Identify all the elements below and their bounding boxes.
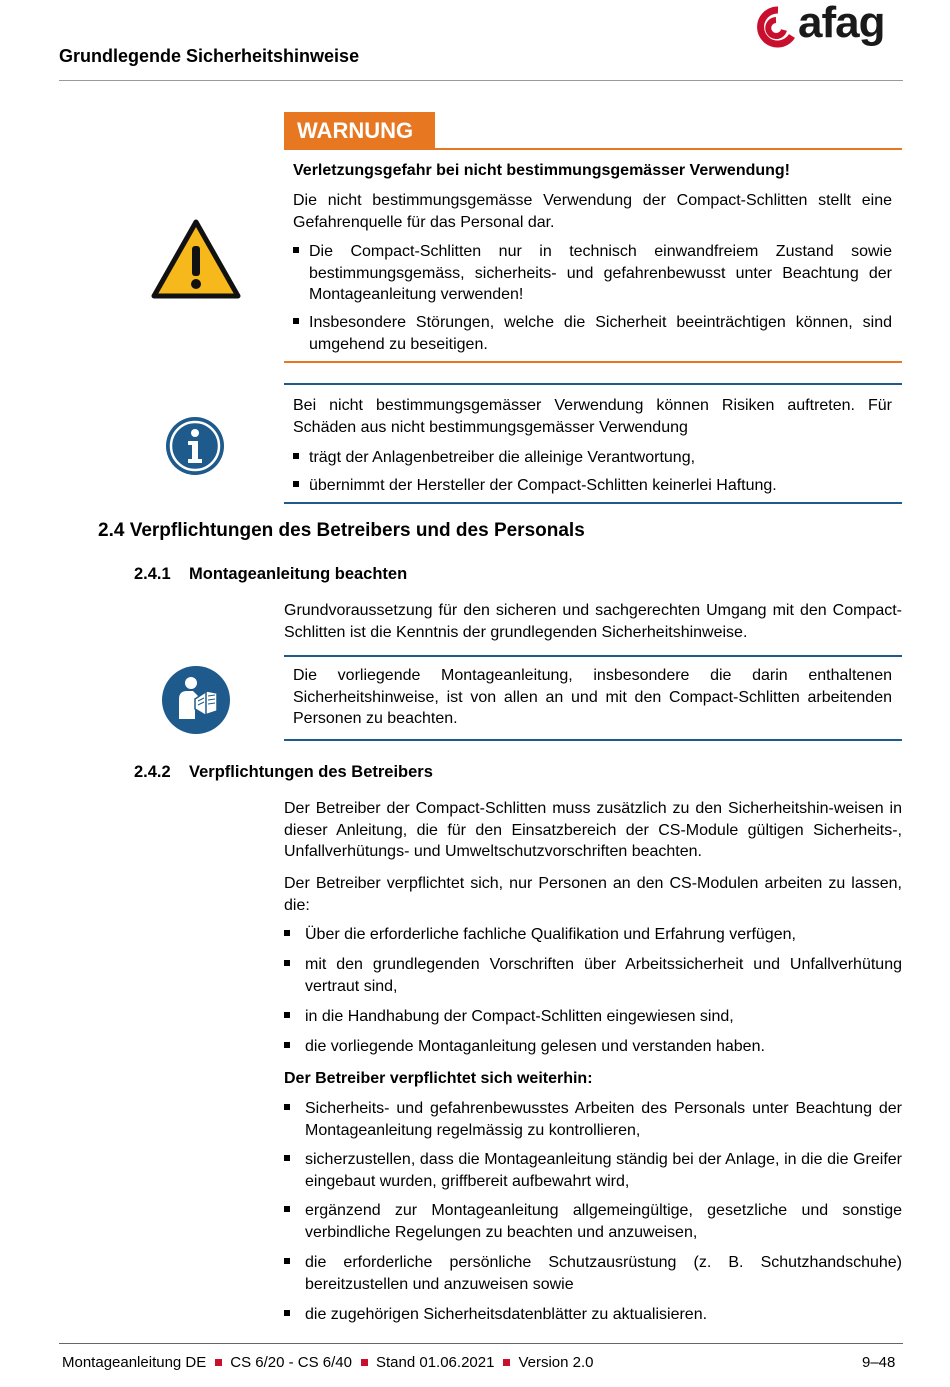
warning-rule-top (284, 148, 902, 150)
info-rule-top (284, 383, 902, 385)
list-item (284, 1304, 902, 1326)
list-item (284, 1252, 902, 1295)
section-title: Verpflichtungen des Betreibers (189, 763, 433, 781)
bullet-square-icon (293, 247, 299, 253)
bullet-square-icon (284, 1258, 290, 1264)
list-item-text: Sicherheits- und gefahrenbewusstes Arbeiten des Personals unter Beachtung der Montageanleitung regelmässig zu kontrollieren, (305, 1100, 902, 1139)
list-item-text: übernimmt der Hersteller der Compact-Schlitten keinerlei Haftung. (309, 477, 777, 494)
section-2-4-2-subheading: Der Betreiber verpflichtet sich weiterhin: (284, 1070, 593, 1087)
page-number: 9–48 (862, 1354, 896, 1371)
footer-separator-icon (215, 1359, 222, 1366)
warning-triangle-icon (150, 218, 242, 300)
list-item-text: Die Compact-Schlitten nur in technisch einwandfreiem Zustand sowie bestimmungsgemäss, sicherheits- und gefahrenbewusst unter Beachtung der Montageanleitung verwenden! (309, 243, 892, 303)
list-item-text: sicherzustellen, dass die Montageanleitung ständig bei der Anlage, in die die Greifer eingebaut wurden, griffbereit aufbewahrt wird, (305, 1151, 902, 1190)
bullet-square-icon (293, 453, 299, 459)
footer-date: Stand 01.06.2021 (376, 1354, 495, 1371)
warning-text: Die nicht bestimmungsgemässe Verwendung der Compact-Schlitten stellt eine Gefahrenquelle für das Personal dar. (293, 192, 892, 231)
afag-logo (754, 0, 904, 52)
info-text: Bei nicht bestimmungsgemässer Verwendung können Risiken auftreten. Für Schäden aus nicht bestimmungsgemässer Verwendung (293, 397, 892, 436)
list-item (284, 1036, 902, 1058)
warning-label: WARNUNG (284, 112, 435, 149)
footer-separator-icon (361, 1359, 368, 1366)
warning-headline: Verletzungsgefahr bei nicht bestimmungsgemässer Verwendung! (293, 162, 791, 179)
section-number: 2.4.1 (134, 565, 171, 583)
list-item-text: ergänzend zur Montageanleitung allgemeingültige, gesetzliche und sonstige verbindliche Regelungen zu beachten und anzuweisen, (305, 1202, 902, 1241)
page-footer (62, 1354, 594, 1371)
footer-separator-icon (503, 1359, 510, 1366)
section-2-4-1-text: Grundvoraussetzung für den sicheren und sachgerechten Umgang mit den Compact-Schlitten ist die Kenntnis der grundlegenden Sicherheitshinweise. (284, 602, 902, 641)
bullet-square-icon (284, 1310, 290, 1316)
afag-logo-mark-icon (754, 6, 798, 52)
list-item (284, 1149, 902, 1192)
list-item-text: mit den grundlegenden Vorschriften über Arbeitssicherheit und Unfallverhütung vertraut sind, (305, 956, 902, 995)
list-item-text: die vorliegende Montaganleitung gelesen und verstanden haben. (305, 1038, 765, 1055)
list-item-text: Über die erforderliche fachliche Qualifikation und Erfahrung verfügen, (305, 926, 796, 943)
list-item (293, 475, 892, 497)
page-header-title: Grundlegende Sicherheitshinweise (59, 46, 360, 66)
note-rule-top (284, 655, 902, 657)
bullet-square-icon (284, 960, 290, 966)
section-2-4-2-heading (134, 763, 433, 782)
bullet-square-icon (293, 318, 299, 324)
bullet-square-icon (284, 1104, 290, 1110)
warning-rule-bottom (284, 361, 902, 363)
read-manual-icon (161, 665, 231, 735)
bullet-square-icon (284, 1042, 290, 1048)
footer-model: CS 6/20 - CS 6/40 (230, 1354, 352, 1371)
section-title: Montageanleitung beachten (189, 565, 408, 583)
header-rule (59, 80, 903, 81)
list-item-text: die zugehörigen Sicherheitsdatenblätter zu aktualisieren. (305, 1306, 708, 1323)
footer-rule (59, 1343, 903, 1344)
bullet-square-icon (293, 481, 299, 487)
list-item-text: Insbesondere Störungen, welche die Sicherheit beeinträchtigen können, sind umgehend zu beseitigen. (309, 314, 892, 353)
info-icon (164, 415, 226, 477)
list-item-text: trägt der Anlagenbetreiber die alleinige Verantwortung, (309, 449, 696, 466)
list-item (284, 1200, 902, 1243)
note-rule-bottom (284, 739, 902, 741)
note-text: Die vorliegende Montageanleitung, insbesondere die darin enthaltenen Sicherheitshinweise, ist von allen an und mit den Compact-Schlitten arbeitenden Personen zu beachten. (293, 667, 892, 727)
section-number: 2.4.2 (134, 763, 171, 781)
bullet-square-icon (284, 1206, 290, 1212)
section-2-4-heading: 2.4 Verpflichtungen des Betreibers und des Personals (98, 520, 585, 541)
list-item (284, 924, 902, 946)
bullet-square-icon (284, 1155, 290, 1161)
footer-doc: Montageanleitung DE (62, 1354, 207, 1371)
list-item (284, 1006, 902, 1028)
list-item (284, 954, 902, 997)
list-item (284, 1098, 902, 1141)
footer-version: Version 2.0 (518, 1354, 594, 1371)
bullet-square-icon (284, 1012, 290, 1018)
list-item-text: die erforderliche persönliche Schutzausrüstung (z. B. Schutzhandschuhe) bereitzustellen und anzuweisen sowie (305, 1254, 902, 1293)
list-item (293, 312, 892, 355)
logo-text: afag (798, 0, 885, 47)
bullet-square-icon (284, 930, 290, 936)
list-item-text: in die Handhabung der Compact-Schlitten eingewiesen sind, (305, 1008, 734, 1025)
list-item (293, 241, 892, 306)
section-2-4-2-para-1: Der Betreiber der Compact-Schlitten muss zusätzlich zu den Sicherheitshin-weisen in dieser Anleitung, die für den Einsatzbereich der CS-Module gültigen Sicherheits-, Unfallverhütungs- und Umweltschutzvorschriften beachten. (284, 800, 902, 860)
section-2-4-1-heading (134, 565, 407, 584)
section-2-4-2-para-2: Der Betreiber verpflichtet sich, nur Personen an den CS-Modulen arbeiten zu lassen, die: (284, 875, 902, 914)
list-item (293, 447, 892, 469)
info-rule-bottom (284, 502, 902, 504)
